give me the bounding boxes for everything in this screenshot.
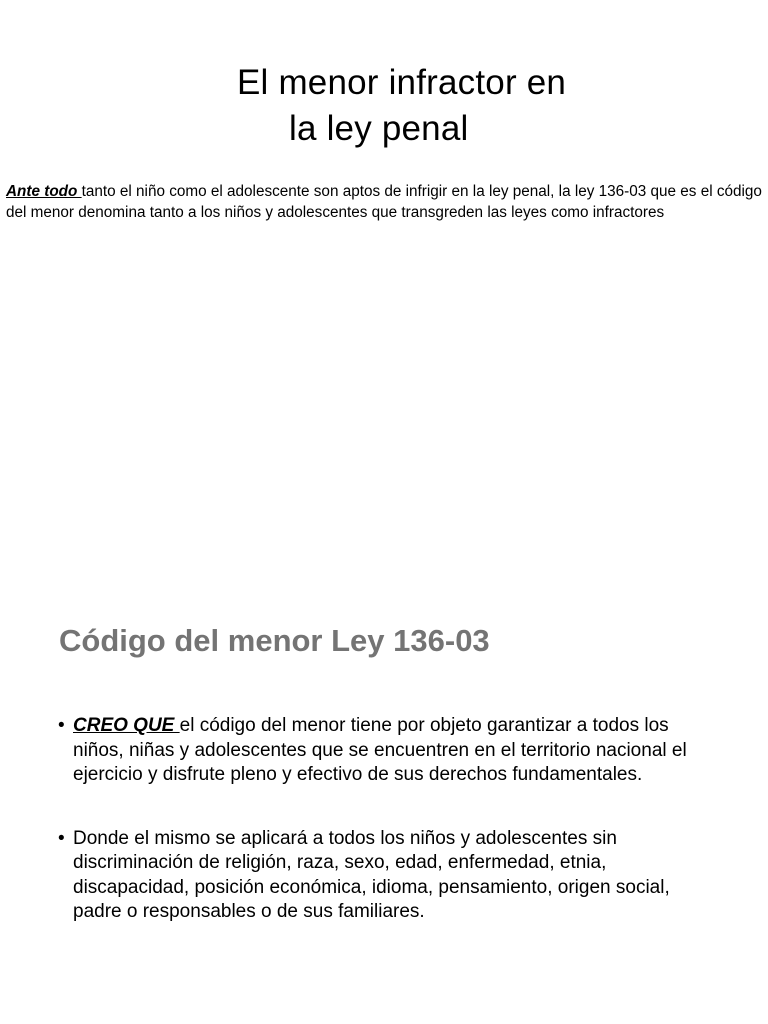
section-title: Código del menor Ley 136-03	[59, 623, 490, 658]
bullet-icon: •	[58, 715, 65, 736]
bullet-item-2-text: Donde el mismo se aplicará a todos los niños y adolescentes sin discriminación de religión, raza, sexo, edad, enfermedad, etnia, discapacidad, posición económica, idioma, pensamiento, origen social, padre o responsables o de sus familiares.	[73, 827, 670, 922]
bullet-list	[58, 714, 718, 925]
document-title-line-2: la ley penal	[289, 109, 469, 148]
bullet-item-1-text: el código del menor tiene por objeto garantizar a todos los niños, niñas y adolescentes que se encuentren en el territorio nacional el ejercicio y disfrute pleno y efectivo de sus derechos fundamentales.	[73, 715, 687, 785]
document-title-line-1: El menor infractor en	[237, 63, 567, 102]
intro-text: tanto el niño como el adolescente son aptos de infrigir en la ley penal, la ley 136-03 que es el código del menor denomina tanto a los niños y adolescentes que transgreden las leyes como infractores	[6, 183, 762, 221]
bullet-icon: •	[58, 827, 65, 849]
bullet-item-2	[58, 827, 718, 925]
intro-paragraph	[6, 181, 764, 223]
intro-lead: Ante todo	[6, 183, 82, 200]
bullet-item-1	[58, 714, 718, 788]
bullet-item-1-lead: CREO QUE	[73, 715, 180, 736]
